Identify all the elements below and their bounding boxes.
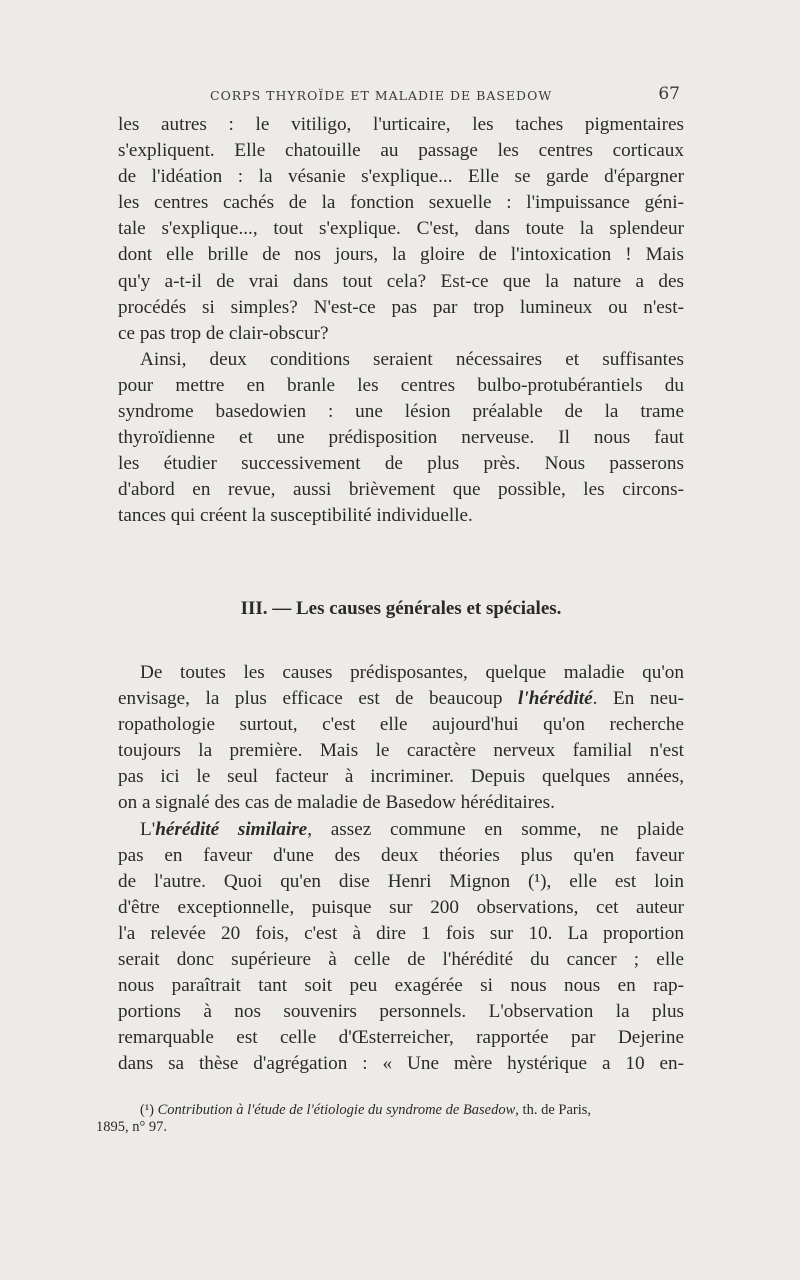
section-heading: III. — Les causes générales et spéciales. <box>240 598 562 619</box>
text-line: de l'idéation : la vésanie s'explique... Elle se garde d'épargner <box>118 166 684 188</box>
text-line: ce pas trop de clair-obscur? <box>118 322 329 344</box>
footnote-line2: 1895, n° 97. <box>96 1119 168 1135</box>
text-line: ropathologie surtout, c'est elle aujourd'hui qu'on recherche <box>118 714 684 736</box>
text-line: thyroïdienne et une prédisposition nerveuse. Il nous faut <box>118 427 684 449</box>
text-line: les autres : le vitiligo, l'urticaire, les taches pigmentaires <box>118 114 684 135</box>
emphasis-heredite: l'hérédité <box>518 688 593 710</box>
text-line <box>118 817 684 843</box>
text-line: s'expliquent. Elle chatouille au passage les centres corticaux <box>118 140 684 162</box>
text-line: dont elle brille de nos jours, la gloire de l'intoxication ! Mais <box>118 244 684 266</box>
text-line: syndrome basedowien : une lésion préalable de la trame <box>118 401 684 423</box>
text-fragment: envisage, la plus efficace est de beaucoup <box>118 688 519 710</box>
text-line: les étudier successivement de plus près. Nous passerons <box>118 453 684 475</box>
text-fragment: , assez commune en somme, ne plaide <box>307 818 684 840</box>
text-line: dans sa thèse d'agrégation : « Une mère hystérique a 10 en- <box>118 1053 684 1075</box>
text-line: les centres cachés de la fonction sexuelle : l'impuissance géni- <box>118 192 684 214</box>
text-fragment: . En neu- <box>592 688 684 710</box>
text-line: serait donc supérieure à celle de l'hérédité du cancer ; elle <box>118 949 684 971</box>
text-line: qu'y a-t-il de vrai dans tout cela? Est-ce que la nature a des <box>118 270 684 292</box>
text-line: Ainsi, deux conditions seraient nécessaires et suffisantes <box>140 348 684 370</box>
footnote-title: Contribution à l'étude de l'étiologie du syndrome de Basedow <box>157 1102 516 1118</box>
text-line: De toutes les causes prédisposantes, quelque maladie qu'on <box>140 662 684 683</box>
emphasis-heredite-similaire: hérédité similaire <box>155 818 308 840</box>
text-line: pas ici le seul facteur à incriminer. Depuis quelques années, <box>118 766 684 788</box>
text-line: l'a relevée 20 fois, c'est à dire 1 fois sur 10. La proportion <box>118 922 684 944</box>
text-line: toujours la première. Mais le caractère nerveux familial n'est <box>118 740 684 762</box>
page-number: 67 <box>658 84 680 104</box>
upper-body-text <box>118 112 684 530</box>
text-line: remarquable est celle d'Œsterreicher, rapportée par Dejerine <box>118 1027 684 1049</box>
running-head-title: CORPS THYROÏDE ET MALADIE DE BASEDOW <box>210 88 553 103</box>
text-line: pas en faveur d'une des deux théories plus qu'en faveur <box>118 844 684 866</box>
text-line: de l'autre. Quoi qu'en dise Henri Mignon (¹), elle est loin <box>118 870 684 892</box>
text-line <box>118 686 684 712</box>
text-line: tances qui créent la susceptibilité individuelle. <box>118 505 473 527</box>
text-line: on a signalé des cas de maladie de Basedow héréditaires. <box>118 792 555 814</box>
text-line: d'être exceptionnelle, puisque sur 200 observations, cet auteur <box>118 896 684 918</box>
text-line: nous paraîtrait tant soit peu exagérée si nous nous en rap- <box>118 975 684 997</box>
text-line: portions à nos souvenirs personnels. L'observation la plus <box>118 1001 684 1023</box>
lower-body-text <box>118 660 684 1078</box>
footnote <box>96 1102 684 1136</box>
text-line: procédés si simples? N'est-ce pas par trop lumineux ou n'est- <box>118 296 684 318</box>
text-line: tale s'explique..., tout s'explique. C'est, dans toute la splendeur <box>118 218 684 240</box>
text-line: pour mettre en branle les centres bulbo-protubérantiels du <box>118 374 684 396</box>
text-fragment: L' <box>140 818 156 840</box>
footnote-rest: , th. de Paris, <box>515 1102 592 1118</box>
text-line: d'abord en revue, aussi brièvement que possible, les circons- <box>118 479 684 501</box>
footnote-marker: (¹) <box>140 1102 158 1118</box>
